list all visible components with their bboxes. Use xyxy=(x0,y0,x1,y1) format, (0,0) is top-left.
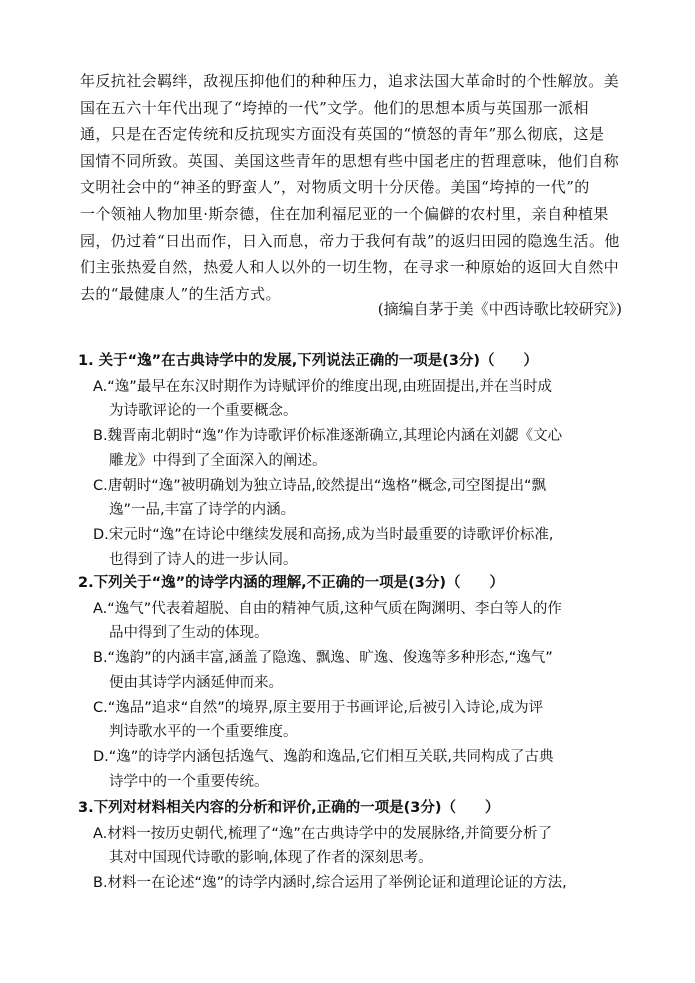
option-line: 雕龙》中得到了全面深入的阐述。 xyxy=(109,452,327,469)
option-line: C.唐朝时“逸”被明确划为独立诗品,皎然提出“逸格”概念,司空图提出“飘 xyxy=(93,477,547,494)
option-line: 为诗歌评论的一个重要概念。 xyxy=(109,403,298,420)
option-line: A.“逸气”代表着超脱、自由的精神气质,这种气质在陶渊明、李白等人的作 xyxy=(93,600,562,617)
option-a[interactable] xyxy=(78,597,638,647)
reading-passage xyxy=(80,68,628,307)
option-line: B.魏晋南北朝时“逸”作为诗歌评价标准逐渐确立,其理论内涵在刘勰《文心 xyxy=(93,428,563,445)
option-line: A.材料一按历史朝代,梳理了“逸”在古典诗学中的发展脉络,并简要分析了 xyxy=(93,825,553,842)
option-b[interactable] xyxy=(78,424,638,474)
option-line: B.“逸韵”的内涵丰富,涵盖了隐逸、飘逸、旷逸、俊逸等多种形态,“逸气” xyxy=(93,650,553,667)
option-a[interactable] xyxy=(78,375,638,425)
passage-line: 通，只是在否定传统和反抗现实方面没有英国的“愤怒的青年”那么彻底，这是 xyxy=(80,125,605,144)
option-line: 便由其诗学内涵延伸而来。 xyxy=(109,674,283,691)
question-stem: 3.下列对材料相关内容的分析和评价,正确的一项是(3分)（ ） xyxy=(78,800,500,816)
option-a[interactable] xyxy=(78,822,638,872)
passage-line: 文明社会中的“神圣的野蛮人”，对物质文明十分厌倦。美国“垮掉的一代”的 xyxy=(80,178,590,197)
passage-line: 们主张热爱自然，热爱人和人以外的一切生物，在寻求一种原始的返回大自然中 xyxy=(80,258,620,277)
question-stem: 2.下列关于“逸”的诗学内涵的理解,不正确的一项是(3分)（ ） xyxy=(78,575,505,591)
question-1 xyxy=(78,348,638,573)
option-d[interactable] xyxy=(78,523,638,573)
passage-line: 国情不同所致。英国、美国这些青年的思想有些中国老庄的哲理意味，他们自称 xyxy=(80,151,620,170)
passage-source: (摘编自茅于美《中西诗歌比较研究》) xyxy=(377,300,622,318)
option-line: D.“逸”的诗学内涵包括逸气、逸韵和逸品,它们相互关联,共同构成了古典 xyxy=(93,749,554,766)
option-line: 也得到了诗人的进一步认同。 xyxy=(109,552,298,569)
option-line: B.材料一在论述“逸”的诗学内涵时,综合运用了举例论证和道理论证的方法, xyxy=(93,875,567,892)
option-line: 判诗歌水平的一个重要维度。 xyxy=(109,724,298,741)
option-b[interactable] xyxy=(78,646,638,696)
option-c[interactable] xyxy=(78,696,638,746)
option-line: 品中得到了生动的体现。 xyxy=(109,625,269,642)
passage-line: 园，仍过着“日出而作，日入而息，帝力于我何有哉”的返归田园的隐逸生活。他 xyxy=(80,231,620,250)
question-stem: 1. 关于“逸”在古典诗学中的发展,下列说法正确的一项是(3分)（ ） xyxy=(78,353,539,369)
option-line: 其对中国现代诗歌的影响,体现了作者的深刻思考。 xyxy=(109,850,433,867)
option-line: A.“逸”最早在东汉时期作为诗赋评价的维度出现,由班固提出,并在当时成 xyxy=(93,378,553,395)
question-3 xyxy=(78,795,638,896)
option-c[interactable] xyxy=(78,474,638,524)
passage-line: 年反抗社会羁绊，敌视压抑他们的种种压力，追求法国大革命时的个性解放。美 xyxy=(80,72,620,90)
option-line: D.宋元时“逸”在诗论中继续发展和高扬,成为当时最重要的诗歌评价标准, xyxy=(93,527,554,544)
option-line: 逸”一品,丰富了诗学的内涵。 xyxy=(109,502,296,519)
passage-line: 一个领袖人物加里·斯奈德，住在加利福尼亚的一个偏僻的农村里，亲自种植果 xyxy=(80,204,609,223)
option-d[interactable] xyxy=(78,745,638,795)
option-b[interactable] xyxy=(78,871,638,896)
option-line: 诗学中的一个重要传统。 xyxy=(109,774,269,791)
question-2 xyxy=(78,570,638,795)
passage-line: 国在五六十年代出现了“垮掉的一代”文学。他们的思想本质与英国那一派相 xyxy=(80,98,589,117)
passage-line: 去的“最健康人”的生活方式。 xyxy=(80,284,281,303)
option-line: C.“逸品”追求“自然”的境界,原主要用于书画评论,后被引入诗论,成为评 xyxy=(93,699,544,716)
